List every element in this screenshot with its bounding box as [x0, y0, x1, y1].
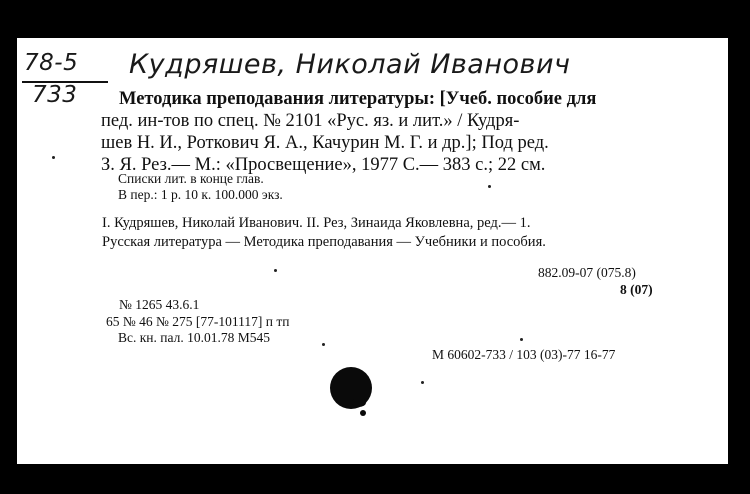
speck	[520, 338, 523, 341]
note-bibliography: Списки лит. в конце глав.	[118, 171, 264, 186]
speck	[52, 156, 55, 159]
ink-blot-splash	[352, 398, 366, 407]
handwritten-code-bottom: 733	[32, 82, 78, 108]
speck	[274, 269, 277, 272]
order-code: М 60602-733 / 103 (03)-77 16-77	[432, 347, 616, 362]
registry-line-3: Вс. кн. пал. 10.01.78 М545	[118, 330, 270, 345]
tracing-line-2: Русская литература — Методика преподавания — Учебники и пособия.	[102, 234, 546, 250]
tracing-line-1: I. Кудряшев, Николай Иванович. II. Рез, Зинаида Яковлевна, ред.— 1.	[102, 215, 531, 231]
registry-line-1: № 1265 43.6.1	[119, 297, 200, 312]
entry-line-2: пед. ин-тов по спец. № 2101 «Рус. яз. и лит.» / Кудря-	[101, 111, 520, 131]
registry-line-2: 65 № 46 № 275 [77-101117] п тп	[106, 314, 290, 329]
handwritten-code-top: 78-5	[24, 50, 79, 76]
ink-blot-drip	[360, 410, 366, 416]
entry-line-3: шев Н. И., Роткович Я. А., Качурин М. Г. и др.]; Под ред.	[101, 133, 549, 153]
udc-index: 882.09-07 (075.8)	[538, 265, 636, 280]
catalog-card	[17, 38, 728, 464]
speck	[488, 185, 491, 188]
entry-line-1: Методика преподавания литературы: [Учеб. пособие для	[119, 89, 597, 109]
note-binding-price: В пер.: 1 р. 10 к. 100.000 экз.	[118, 187, 283, 202]
speck	[322, 343, 325, 346]
speck	[421, 381, 424, 384]
handwritten-author: Кудряшев, Николай Иванович	[129, 49, 571, 80]
entry-line-4: З. Я. Рез.— М.: «Просвещение», 1977 С.— 383 с.; 22 см.	[101, 155, 546, 175]
bbk-index: 8 (07)	[620, 282, 653, 297]
